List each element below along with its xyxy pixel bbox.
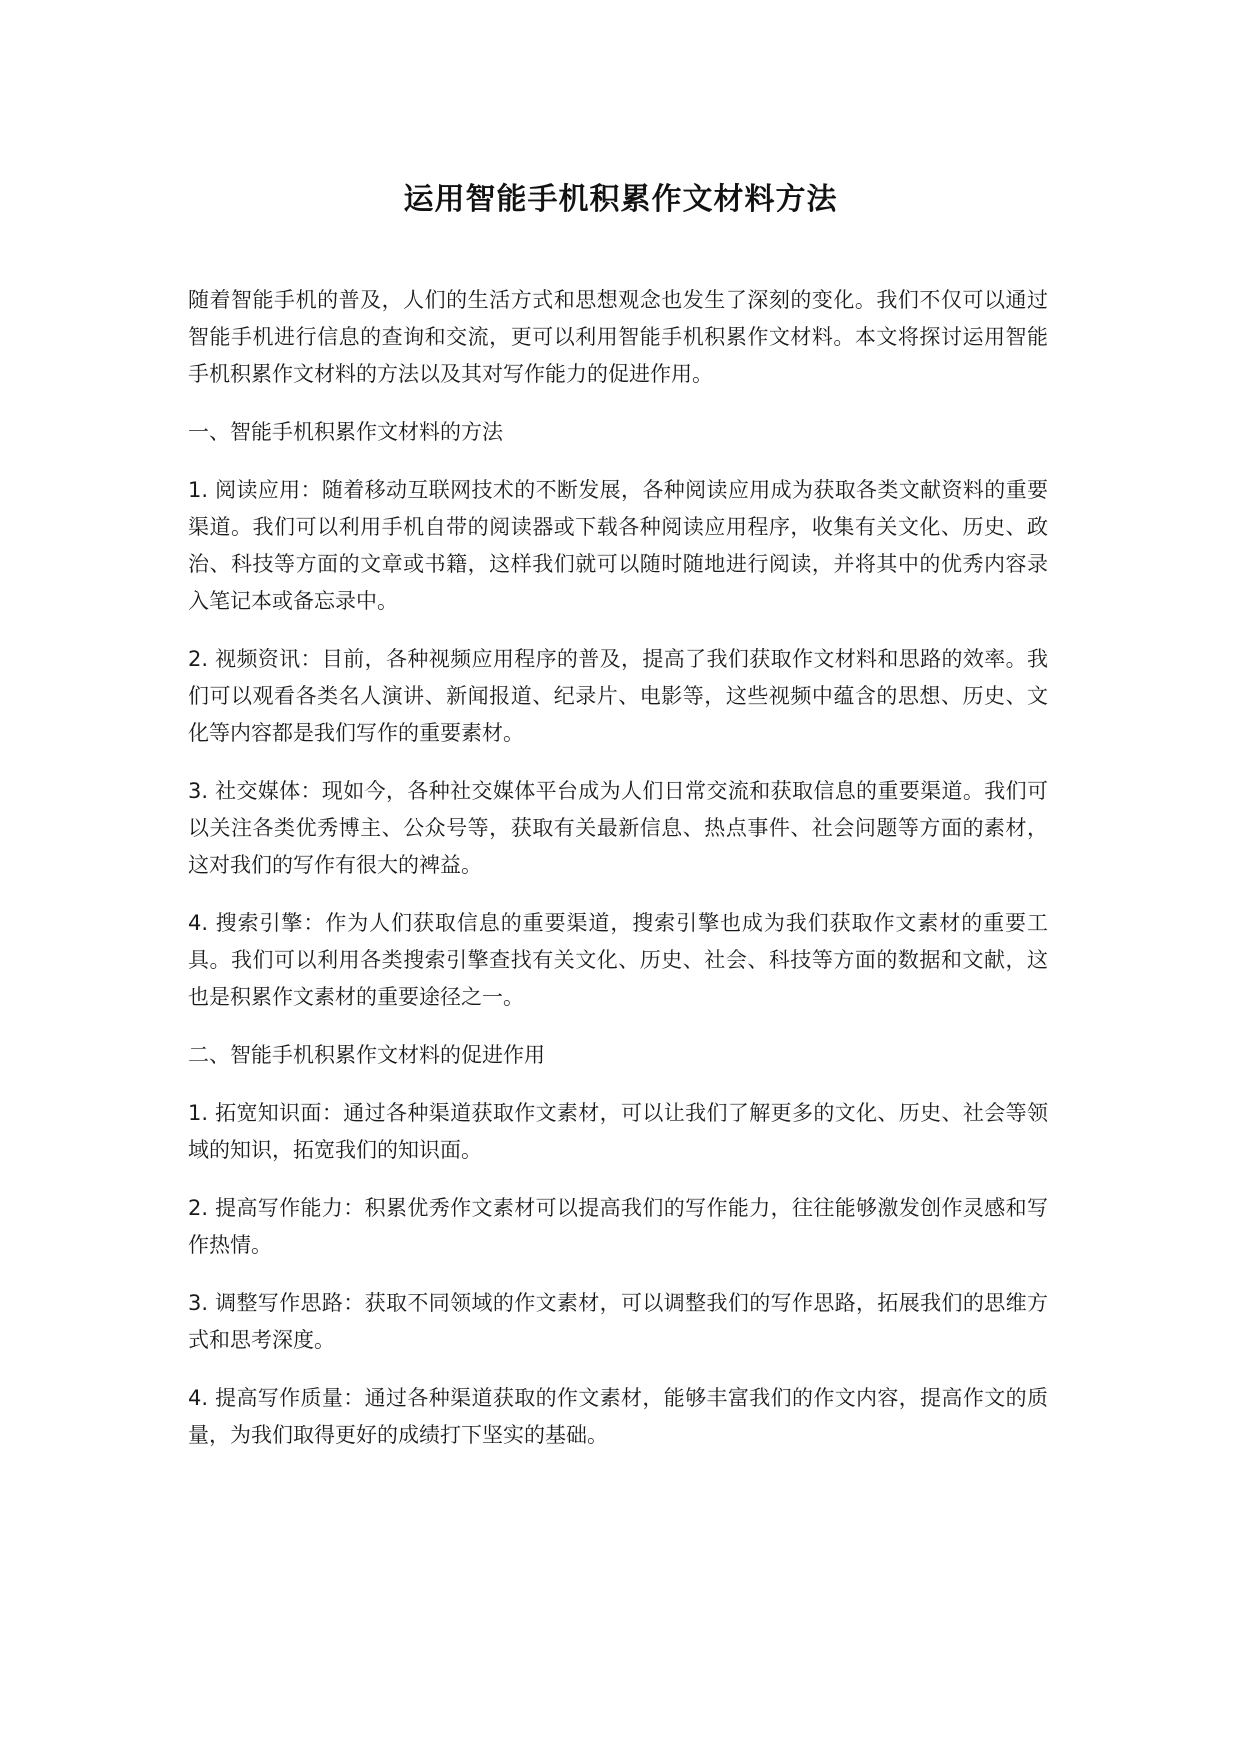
method-item-reading-apps: 1. 阅读应用：随着移动互联网技术的不断发展，各种阅读应用成为获取各类文献资料的重要渠道。我们可以利用手机自带的阅读器或下载各种阅读应用程序，收集有关文化、历史、政治、科技等方面的文章或书籍，这样我们就可以随时随地进行阅读，并将其中的优秀内容录入笔记本或备忘录中。 — [188, 478, 1048, 613]
section-heading-benefits: 二、智能手机积累作文材料的促进作用 — [188, 1043, 545, 1067]
method-item-social-media: 3. 社交媒体：现如今，各种社交媒体平台成为人们日常交流和获取信息的重要渠道。我们可以关注各类优秀博主、公众号等，获取有关最新信息、热点事件、社会问题等方面的素材，这对我们的写作有很大的裨益。 — [188, 779, 1048, 877]
benefit-item-writing-approach: 3. 调整写作思路：获取不同领域的作文素材，可以调整我们的写作思路，拓展我们的思维方式和思考深度。 — [188, 1291, 1048, 1352]
method-item-search-engine: 4. 搜索引擎：作为人们获取信息的重要渠道，搜索引擎也成为我们获取作文素材的重要工具。我们可以利用各类搜索引擎查找有关文化、历史、社会、科技等方面的数据和文献，这也是积累作文素材的重要途径之一。 — [188, 911, 1048, 1009]
section-heading-methods: 一、智能手机积累作文材料的方法 — [188, 420, 503, 444]
document-title: 运用智能手机积累作文材料方法 — [403, 182, 838, 217]
benefit-item-writing-quality: 4. 提高写作质量：通过各种渠道获取的作文素材，能够丰富我们的作文内容，提高作文的质量，为我们取得更好的成绩打下坚实的基础。 — [188, 1386, 1048, 1447]
benefit-item-writing-ability: 2. 提高写作能力：积累优秀作文素材可以提高我们的写作能力，往往能够激发创作灵感和写作热情。 — [188, 1196, 1048, 1257]
intro-paragraph: 随着智能手机的普及，人们的生活方式和思想观念也发生了深刻的变化。我们不仅可以通过智能手机进行信息的查询和交流，更可以利用智能手机积累作文材料。本文将探讨运用智能手机积累作文材料的方法以及其对写作能力的促进作用。 — [188, 288, 1048, 386]
benefit-item-knowledge: 1. 拓宽知识面：通过各种渠道获取作文素材，可以让我们了解更多的文化、历史、社会等领域的知识，拓宽我们的知识面。 — [188, 1101, 1048, 1162]
document-body — [188, 282, 1048, 1475]
method-item-video: 2. 视频资讯：目前，各种视频应用程序的普及，提高了我们获取作文材料和思路的效率。我们可以观看各类名人演讲、新闻报道、纪录片、电影等，这些视频中蕴含的思想、历史、文化等内容都是我们写作的重要素材。 — [188, 647, 1048, 745]
